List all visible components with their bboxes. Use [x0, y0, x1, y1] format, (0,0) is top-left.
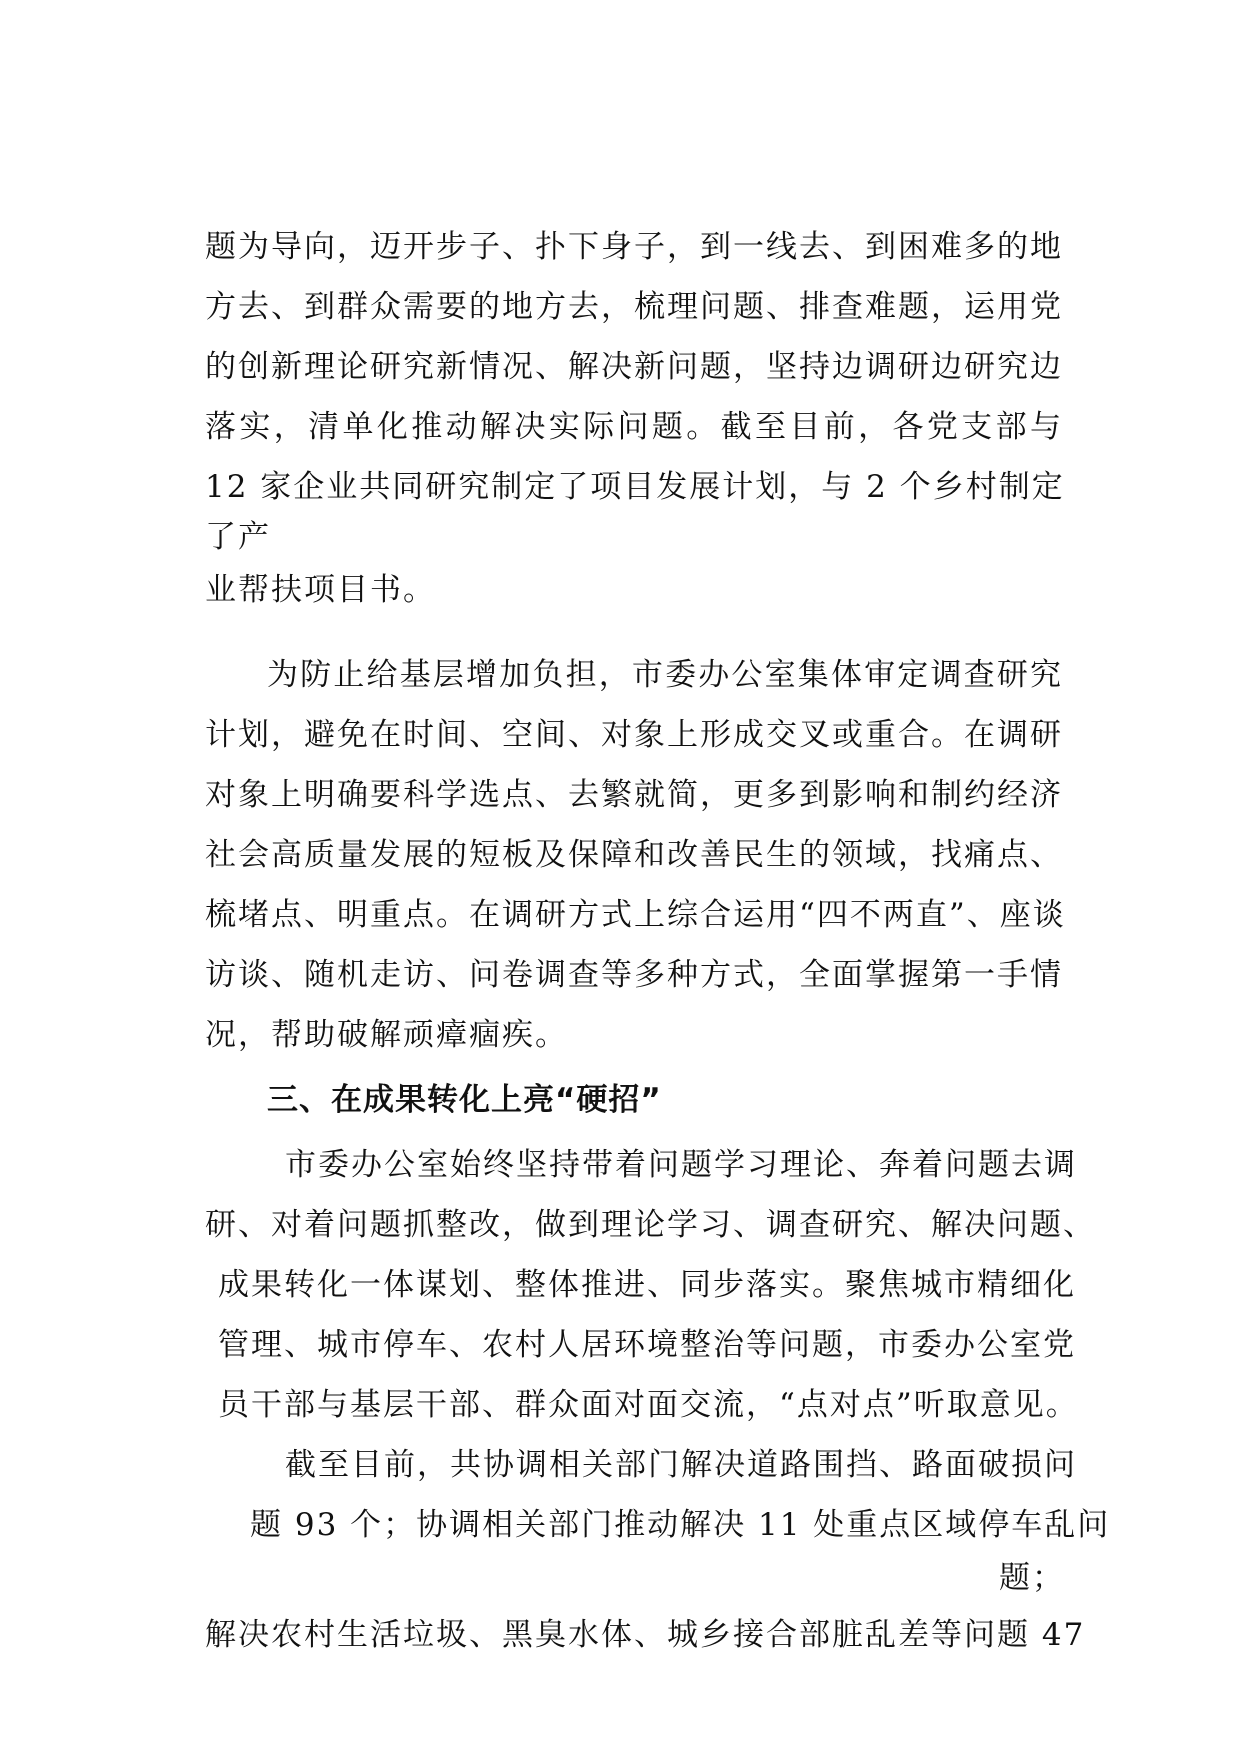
paragraph-line: 市委办公室始终坚持带着问题学习理论、奔着问题去调: [285, 1147, 1077, 1183]
paragraph-line: 方去、到群众需要的地方去，梳理问题、排查难题，运用党: [205, 289, 1063, 325]
paragraph-line: 况，帮助破解顽瘴痼疾。: [205, 1017, 568, 1053]
paragraph-line: 题；: [999, 1560, 1065, 1596]
paragraph-line: 管理、城市停车、农村人居环境整治等问题，市委办公室党: [218, 1327, 1076, 1363]
section-heading: 三、在成果转化上亮“硬招”: [267, 1082, 662, 1118]
paragraph-line: 社会高质量发展的短板及保障和改善民生的领域，找痛点、: [205, 837, 1063, 873]
paragraph-line: 成果转化一体谋划、整体推进、同步落实。聚焦城市精细化: [218, 1267, 1076, 1303]
paragraph-line: 业帮扶项目书。: [205, 572, 436, 608]
paragraph-line: 12 家企业共同研究制定了项目发展计划，与 2 个乡村制定: [205, 469, 1065, 505]
paragraph-line: 解决农村生活垃圾、黑臭水体、城乡接合部脏乱差等问题 47: [205, 1617, 1086, 1653]
paragraph-line: 为防止给基层增加负担，市委办公室集体审定调查研究: [267, 657, 1063, 693]
paragraph-line: 的创新理论研究新情况、解决新问题，坚持边调研边研究边: [205, 349, 1063, 385]
paragraph-line: 了产: [205, 519, 271, 555]
paragraph-line: 题为导向，迈开步子、扑下身子，到一线去、到困难多的地: [205, 229, 1063, 265]
paragraph-line: 员干部与基层干部、群众面对面交流，“点对点”听取意见。: [218, 1387, 1079, 1423]
paragraph-line: 题 93 个；协调相关部门推动解决 11 处重点区域停车乱问: [250, 1507, 1111, 1543]
paragraph-line: 对象上明确要科学选点、去繁就简，更多到影响和制约经济: [205, 777, 1063, 813]
paragraph-line: 研、对着问题抓整改，做到理论学习、调查研究、解决问题、: [205, 1207, 1096, 1243]
paragraph-line: 截至目前，共协调相关部门解决道路围挡、路面破损问: [285, 1447, 1077, 1483]
paragraph-line: 落实，清单化推动解决实际问题。截至目前，各党支部与: [205, 409, 1063, 445]
paragraph-line: 访谈、随机走访、问卷调查等多种方式，全面掌握第一手情: [205, 957, 1063, 993]
paragraph-line: 计划，避免在时间、空间、对象上形成交叉或重合。在调研: [205, 717, 1063, 753]
paragraph-line: 梳堵点、明重点。在调研方式上综合运用“四不两直”、座谈: [205, 897, 1066, 933]
